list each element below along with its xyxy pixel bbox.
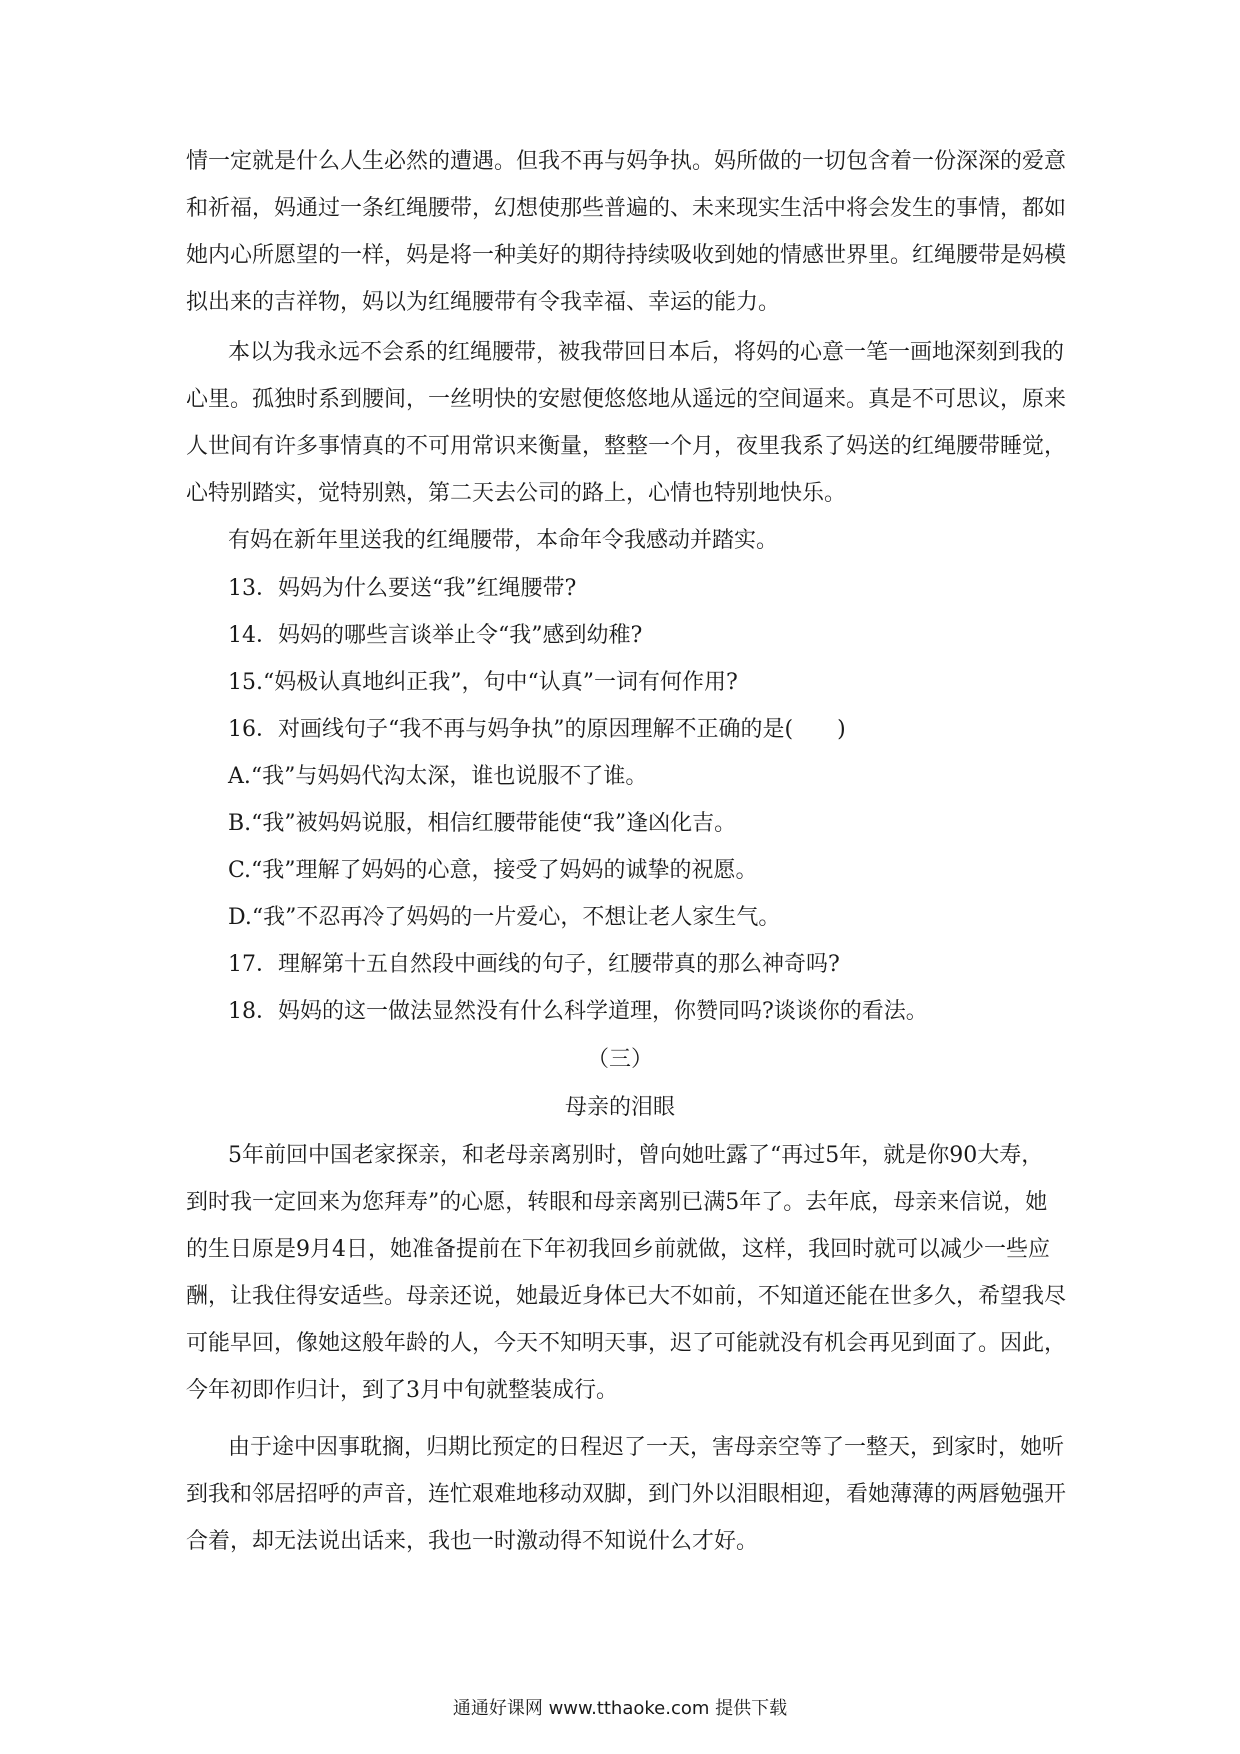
text-line: 本以为我永远不会系的红绳腰带，被我带回日本后，将妈的心意一笔一画地深刻到我的 xyxy=(228,340,1065,365)
question-15: 15.“妈极认真地纠正我”，句中“认真”一词有何作用? xyxy=(228,670,738,695)
text-line: 5年前回中国老家探亲，和老母亲离别时，曾向她吐露了“再过5年，就是你90大寿， xyxy=(228,1143,1044,1168)
text-line: 酬，让我住得安适些。母亲还说，她最近身体已大不如前，不知道还能在世多久，希望我尽 xyxy=(186,1284,1067,1309)
option-a: A.“我”与妈妈代沟太深，谁也说服不了谁。 xyxy=(228,764,648,789)
text-line: 今年初即作归计，到了3月中旬就整装成行。 xyxy=(186,1378,618,1403)
option-b: B.“我”被妈妈说服，相信红腰带能使“我”逢凶化吉。 xyxy=(228,811,737,836)
paragraph-3: 有妈在新年里送我的红绳腰带，本命年令我感动并踏实。 xyxy=(228,528,779,553)
text-line: 心里。孤独时系到腰间，一丝明快的安慰便悠悠地从遥远的空间逼来。真是不可思议，原来 xyxy=(186,387,1067,412)
footer-watermark: 通通好课网 www.tthaoke.com 提供下载 xyxy=(452,1698,788,1719)
option-c: C.“我”理解了妈妈的心意，接受了妈妈的诚挚的祝愿。 xyxy=(228,858,758,883)
question-13: 13．妈妈为什么要送“我”红绳腰带? xyxy=(228,576,577,601)
text-line: 和祈福，妈通过一条红绳腰带，幻想使那些普遍的、未来现实生活中将会发生的事情，都如 xyxy=(186,196,1067,221)
text-line: 她内心所愿望的一样，妈是将一种美好的期待持续吸收到她的情感世界里。红绳腰带是妈模 xyxy=(186,243,1067,268)
text-line: 的生日原是9月4日，她准备提前在下年初我回乡前就做，这样，我回时就可以减少一些应 xyxy=(186,1237,1050,1262)
section-title: 母亲的泪眼 xyxy=(564,1095,675,1120)
text-line: 合着，却无法说出话来，我也一时激动得不知说什么才好。 xyxy=(186,1529,759,1554)
text-line: 人世间有许多事情真的不可用常识来衡量，整整一个月，夜里我系了妈送的红绳腰带睡觉， xyxy=(186,434,1067,459)
text-line: 到我和邻居招呼的声音，连忙艰难地移动双脚，到门外以泪眼相迎，看她薄薄的两唇勉强开 xyxy=(186,1482,1067,1507)
text-line: 情一定就是什么人生必然的遭遇。但我不再与妈争执。妈所做的一切包含着一份深深的爱意 xyxy=(186,149,1067,174)
text-line: 拟出来的吉祥物，妈以为红绳腰带有令我幸福、幸运的能力。 xyxy=(186,290,781,315)
text-line: 可能早回，像她这般年龄的人，今天不知明天事，迟了可能就没有机会再见到面了。因此， xyxy=(186,1331,1067,1356)
question-14: 14．妈妈的哪些言谈举止令“我”感到幼稚? xyxy=(228,623,643,648)
question-16: 16．对画线句子“我不再与妈争执”的原因理解不正确的是( ) xyxy=(228,717,846,742)
question-18: 18．妈妈的这一做法显然没有什么科学道理，你赞同吗?谈谈你的看法。 xyxy=(228,999,928,1024)
section-number: （三） xyxy=(586,1047,653,1072)
text-line: 由于途中因事耽搁，归期比预定的日程迟了一天，害母亲空等了一整天，到家时，她听 xyxy=(228,1435,1065,1460)
option-d: D.“我”不忍再冷了妈妈的一片爱心，不想让老人家生气。 xyxy=(228,905,781,930)
text-line: 到时我一定回来为您拜寿”的心愿，转眼和母亲离别已满5年了。去年底，母亲来信说，她 xyxy=(186,1190,1048,1215)
question-17: 17．理解第十五自然段中画线的句子，红腰带真的那么神奇吗? xyxy=(228,952,840,977)
text-line: 心特别踏实，觉特别熟，第二天去公司的路上，心情也特别地快乐。 xyxy=(186,481,847,506)
